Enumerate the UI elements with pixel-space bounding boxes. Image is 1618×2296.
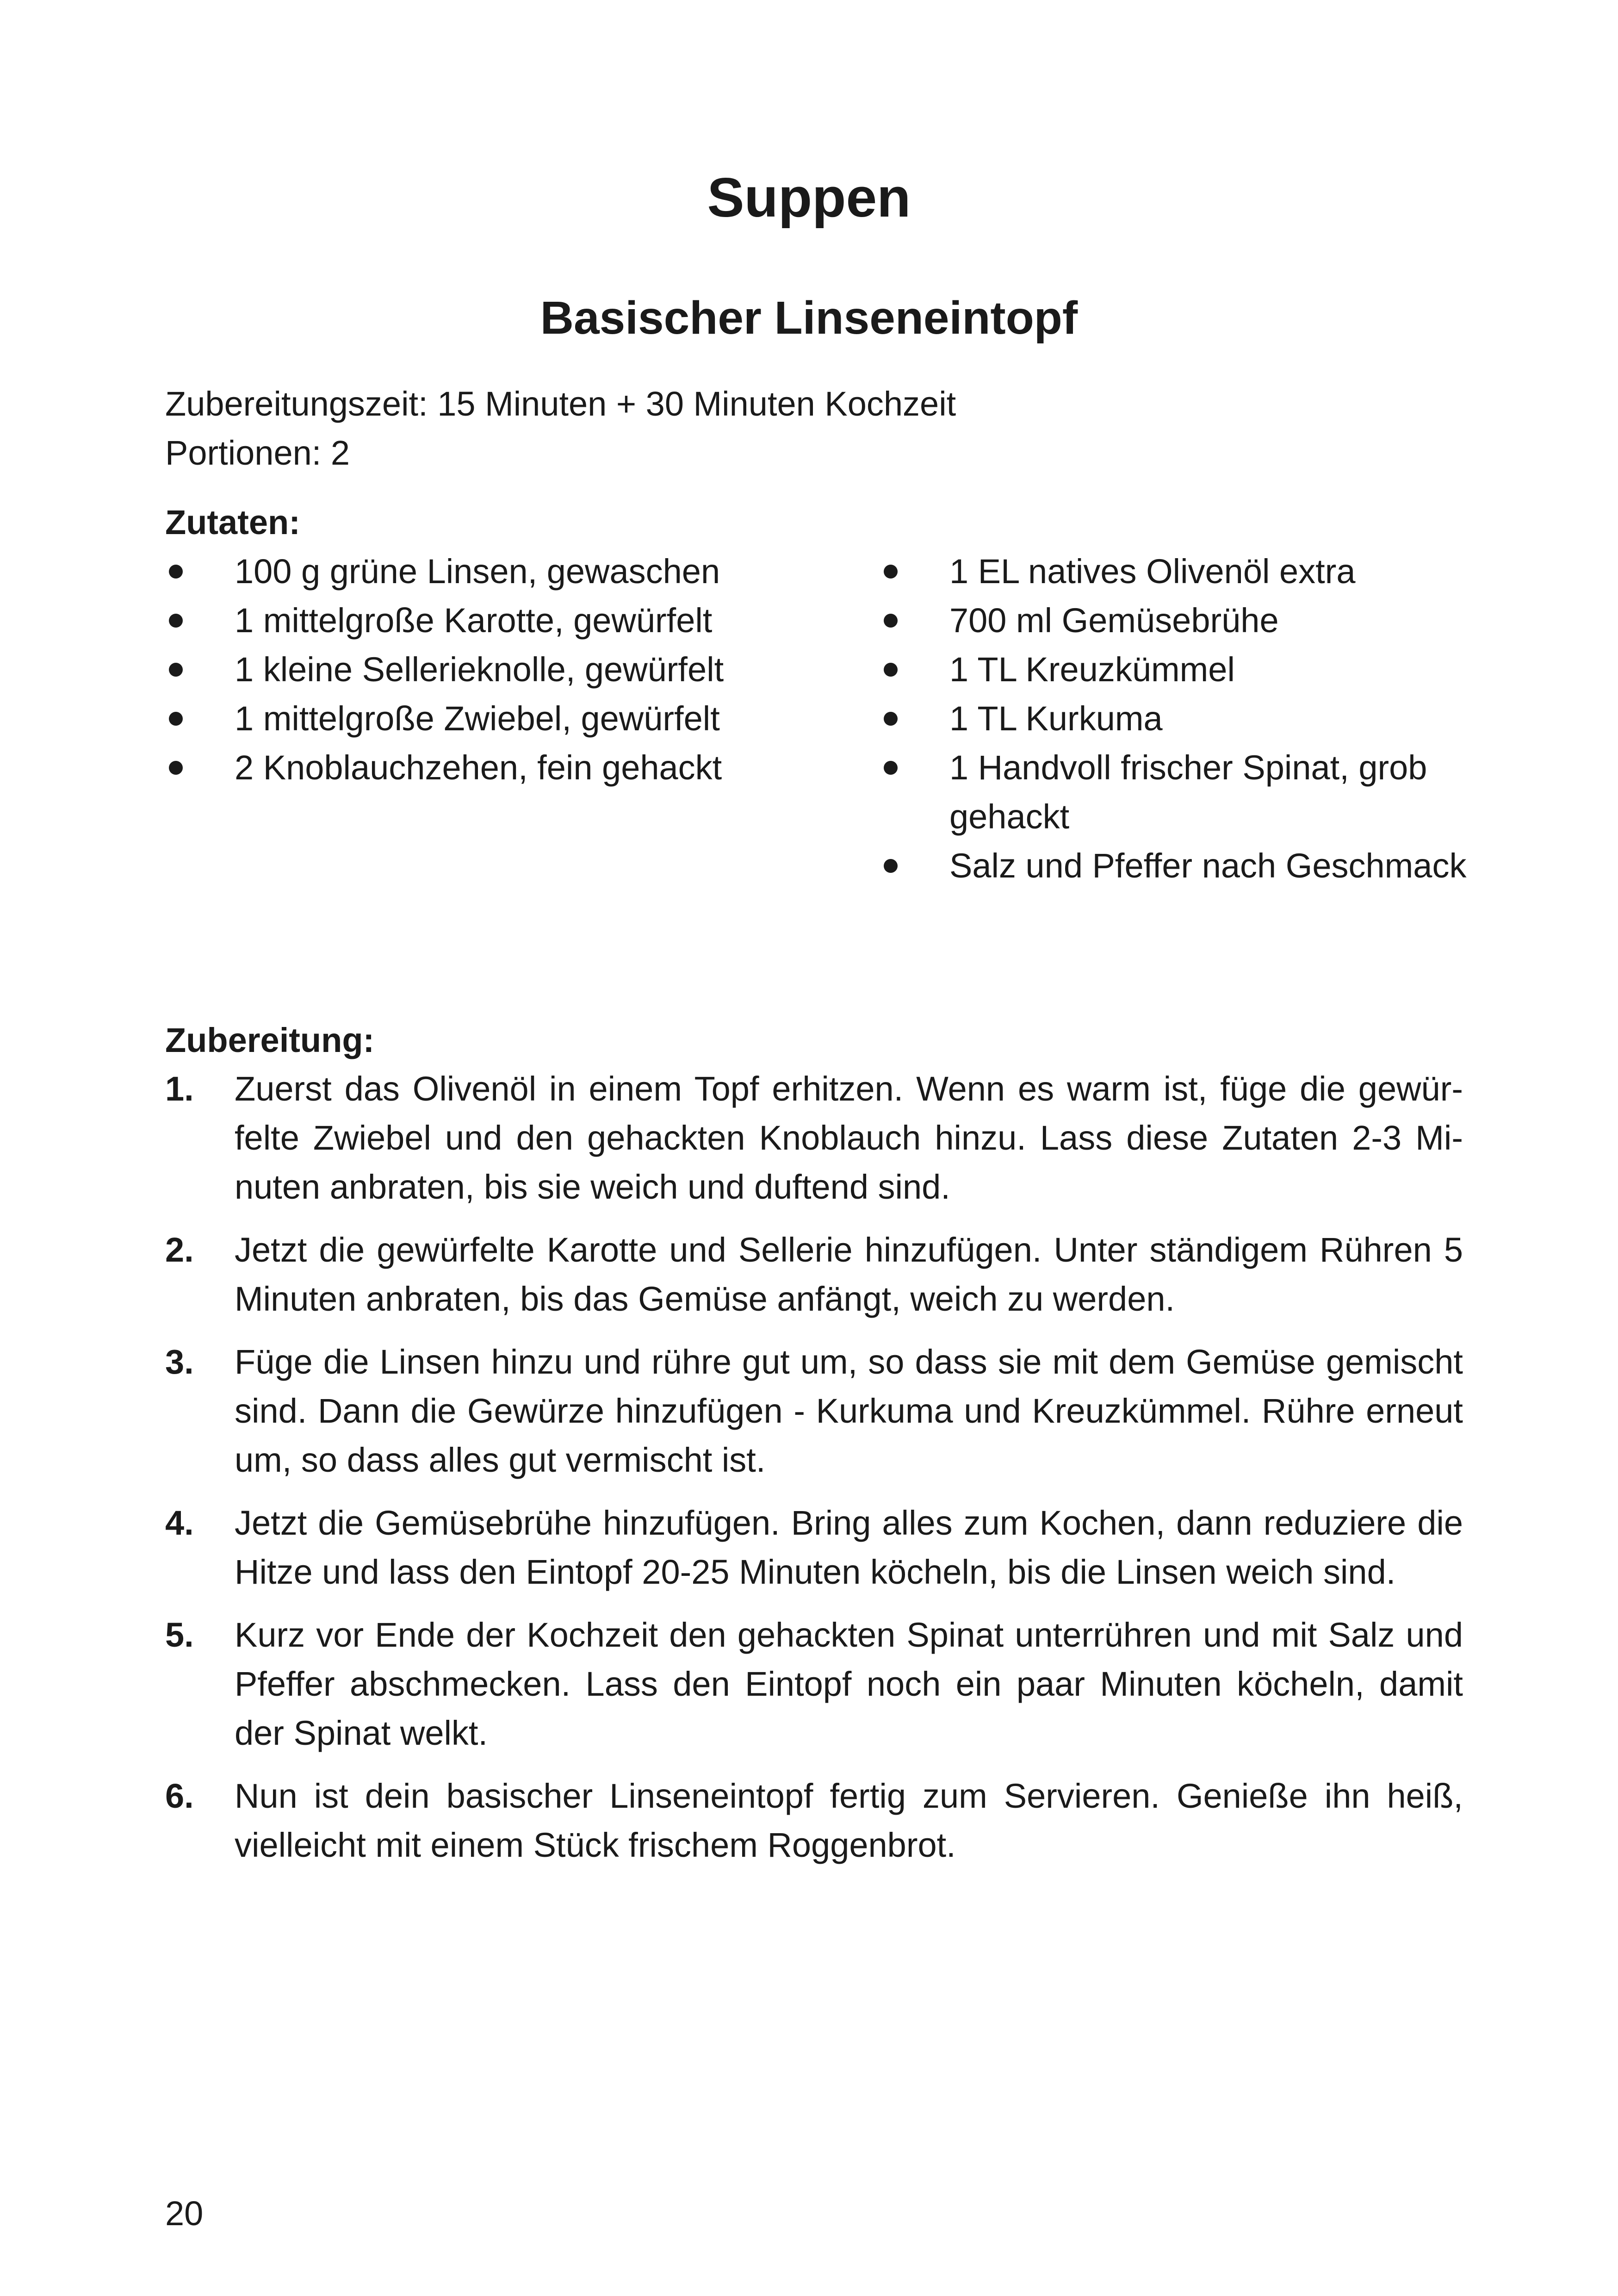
recipe-meta	[165, 380, 956, 478]
step-number: 2.	[165, 1231, 194, 1269]
recipe-title: Basischer Linseneintopf	[540, 292, 1078, 344]
preparation-heading: Zubereitung:	[165, 1021, 375, 1059]
step-number: 1.	[165, 1070, 194, 1108]
step-number: 3.	[165, 1343, 194, 1381]
step-number: 6.	[165, 1777, 194, 1815]
chapter-title: Suppen	[707, 167, 911, 229]
step-number: 5.	[165, 1616, 194, 1654]
ingredient-item: 1 TL Kreuzkümmel	[880, 645, 1482, 694]
ingredient-item: 1 kleine Sellerieknolle, gewürfelt	[165, 645, 744, 694]
ingredients-list-left	[165, 547, 744, 792]
ingredient-item: Salz und Pfeffer nach Geschmack	[880, 841, 1482, 890]
step-text: Zuerst das Olivenöl in einem Topf erhitzen. Wenn es warm ist, füge die gewürfelte Zwiebel und den gehackten Knoblauch hinzu. Lass diese Zutaten 2-3 Minuten anbraten, bis sie weich und duftend sind.	[235, 1070, 1463, 1206]
step-text: Jetzt die Gemüsebrühe hinzufügen. Bring alles zum Kochen, dann reduziere die Hitze und lass den Eintopf 20-25 Minuten köcheln, bis die Linsen weich sind.	[235, 1504, 1463, 1591]
preparation-steps	[165, 1064, 1463, 1884]
page-number: 20	[165, 2194, 204, 2233]
ingredients-list-right	[880, 547, 1482, 890]
ingredient-item: 1 EL natives Olivenöl extra	[880, 547, 1482, 596]
ingredient-item: 1 mittelgroße Zwiebel, gewürfelt	[165, 694, 744, 743]
step-number: 4.	[165, 1504, 194, 1542]
prep-time: Zubereitungszeit: 15 Minuten + 30 Minuten Kochzeit	[165, 385, 956, 423]
ingredient-item: 1 TL Kurkuma	[880, 694, 1482, 743]
servings: Portionen: 2	[165, 434, 350, 472]
ingredient-item: 1 mittelgroße Karotte, gewürfelt	[165, 596, 744, 645]
step-text: Füge die Linsen hinzu und rühre gut um, so dass sie mit dem Gemüse gemischt sind. Dann die Gewürze hinzufügen - Kurkuma und Kreuzkümmel. Rühre erneut um, so dass alles gut vermischt ist.	[235, 1343, 1463, 1479]
ingredients-heading: Zutaten:	[165, 503, 300, 541]
ingredient-item: 2 Knoblauchzehen, fein gehackt	[165, 743, 744, 792]
ingredient-item: 700 ml Gemüsebrühe	[880, 596, 1482, 645]
step-item	[165, 1772, 1463, 1870]
step-item	[165, 1338, 1463, 1485]
step-text: Kurz vor Ende der Kochzeit den gehackten Spinat unterrühren und mit Salz und Pfeffer abschmecken. Lass den Eintopf noch ein paar Minuten köcheln, damit der Spinat welkt.	[235, 1616, 1463, 1752]
step-text: Nun ist dein basischer Linseneintopf fertig zum Servieren. Genieße ihn heiß, vielleicht mit einem Stück frischem Roggenbrot.	[235, 1777, 1463, 1864]
step-item	[165, 1499, 1463, 1597]
step-text: Jetzt die gewürfelte Karotte und Sellerie hinzufügen. Unter ständigem Rühren 5 Minuten anbraten, bis das Gemüse anfängt, weich zu werden.	[235, 1231, 1463, 1318]
step-item	[165, 1611, 1463, 1758]
ingredient-item: 100 g grüne Linsen, gewaschen	[165, 547, 744, 596]
step-item	[165, 1226, 1463, 1324]
ingredient-item: 1 Handvoll frischer Spinat, grob gehackt	[880, 743, 1482, 841]
step-item	[165, 1064, 1463, 1212]
